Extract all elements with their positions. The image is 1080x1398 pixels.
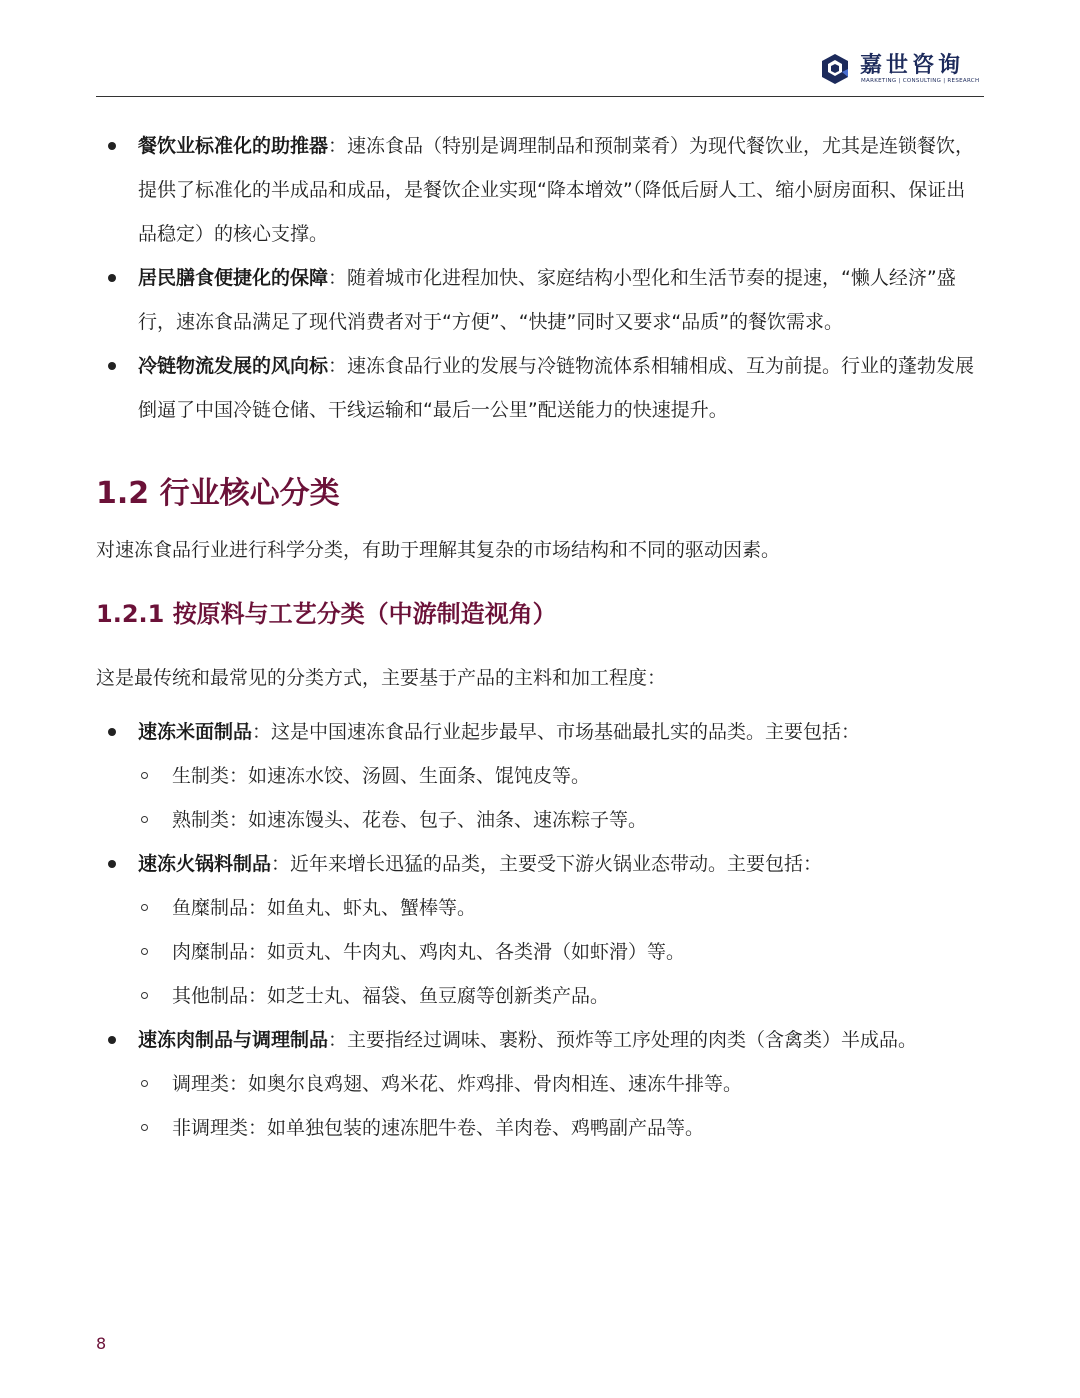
list-item xyxy=(96,124,984,256)
sub-item-text: 熟制类：如速冻馒头、花卷、包子、油条、速冻粽子等。 xyxy=(172,809,648,831)
list-item xyxy=(96,710,984,754)
bullet-icon xyxy=(108,362,116,370)
sub-item-text: 生制类：如速冻水饺、汤圆、生面条、馄饨皮等。 xyxy=(172,765,591,787)
bullet-text: ：速冻食品（特别是调理制品和预制菜肴）为现代餐饮业，尤其是连锁餐饮，提供了标准化的半成品和成品，是餐饮企业实现“降本增效”（降低后厨人工、缩小厨房面积、保证出品稳定）的核心支撑。 xyxy=(138,135,975,245)
sub-list-item xyxy=(96,930,984,974)
bullet-text: ：这是中国速冻食品行业起步最早、市场基础最扎实的品类。主要包括： xyxy=(252,721,861,743)
sub-list-item xyxy=(96,754,984,798)
sub-list-item xyxy=(96,1106,984,1150)
bullet-icon xyxy=(108,1036,116,1044)
bullet-term: 冷链物流发展的风向标 xyxy=(138,355,329,377)
bullet-icon xyxy=(108,274,116,282)
cube-logo-icon xyxy=(818,52,852,86)
subsection-heading: 1.2.1 按原料与工艺分类（中游制造视角） xyxy=(96,600,557,628)
sub-item-text: 肉糜制品：如贡丸、牛肉丸、鸡肉丸、各类滑（如虾滑）等。 xyxy=(172,941,686,963)
circle-bullet-icon xyxy=(141,1124,148,1131)
intro-bullet-list xyxy=(96,124,984,432)
sub-item-text: 非调理类：如单独包装的速冻肥牛卷、羊肉卷、鸡鸭副产品等。 xyxy=(172,1117,705,1139)
page-content xyxy=(96,124,984,1150)
bullet-term: 速冻火锅料制品 xyxy=(138,853,272,875)
sub-list-item xyxy=(96,974,984,1018)
bullet-term: 餐饮业标准化的助推器 xyxy=(138,135,329,157)
sub-list-item xyxy=(96,1062,984,1106)
sub-list-item xyxy=(96,886,984,930)
circle-bullet-icon xyxy=(141,772,148,779)
bullet-text: ：近年来增长迅猛的品类，主要受下游火锅业态带动。主要包括： xyxy=(271,853,823,875)
bullet-icon xyxy=(108,142,116,150)
circle-bullet-icon xyxy=(141,1080,148,1087)
bullet-text: ：随着城市化进程加快、家庭结构小型化和生活节奏的提速，“懒人经济”盛行，速冻食品满足了现代消费者对于“方便”、“快捷”同时又要求“品质”的餐饮需求。 xyxy=(138,267,956,333)
circle-bullet-icon xyxy=(141,904,148,911)
bullet-text: ：主要指经过调味、裹粉、预炸等工序处理的肉类（含禽类）半成品。 xyxy=(328,1029,918,1051)
list-item xyxy=(96,1018,984,1062)
list-item xyxy=(96,344,984,432)
list-item xyxy=(96,256,984,344)
sub-list-item xyxy=(96,798,984,842)
list-item xyxy=(96,842,984,886)
bullet-term: 速冻肉制品与调理制品 xyxy=(138,1029,329,1051)
brand-logo xyxy=(820,50,980,90)
bullet-icon xyxy=(108,860,116,868)
bullet-term: 速冻米面制品 xyxy=(138,721,253,743)
bullet-icon xyxy=(108,728,116,736)
brand-name: 嘉世咨询 xyxy=(860,53,965,78)
sub-item-text: 鱼糜制品：如鱼丸、虾丸、蟹棒等。 xyxy=(172,897,477,919)
category-list xyxy=(96,710,984,1150)
section-intro: 对速冻食品行业进行科学分类，有助于理解其复杂的市场结构和不同的驱动因素。 xyxy=(96,539,781,561)
circle-bullet-icon xyxy=(141,992,148,999)
subsection-intro: 这是最传统和最常见的分类方式，主要基于产品的主料和加工程度： xyxy=(96,667,667,689)
circle-bullet-icon xyxy=(141,816,148,823)
circle-bullet-icon xyxy=(141,948,148,955)
sub-item-text: 调理类：如奥尔良鸡翅、鸡米花、炸鸡排、骨肉相连、速冻牛排等。 xyxy=(172,1073,743,1095)
bullet-text: ：速冻食品行业的发展与冷链物流体系相辅相成、互为前提。行业的蓬勃发展倒逼了中国冷链仓储、干线运输和“最后一公里”配送能力的快速提升。 xyxy=(138,355,975,421)
bullet-term: 居民膳食便捷化的保障 xyxy=(138,267,329,289)
section-heading: 1.2 行业核心分类 xyxy=(96,476,340,511)
brand-tagline: MARKETING | CONSULTING | RESEARCH xyxy=(861,78,980,84)
page-number: 8 xyxy=(96,1334,107,1353)
sub-item-text: 其他制品：如芝士丸、福袋、鱼豆腐等创新类产品。 xyxy=(172,985,610,1007)
page-header xyxy=(96,40,984,97)
